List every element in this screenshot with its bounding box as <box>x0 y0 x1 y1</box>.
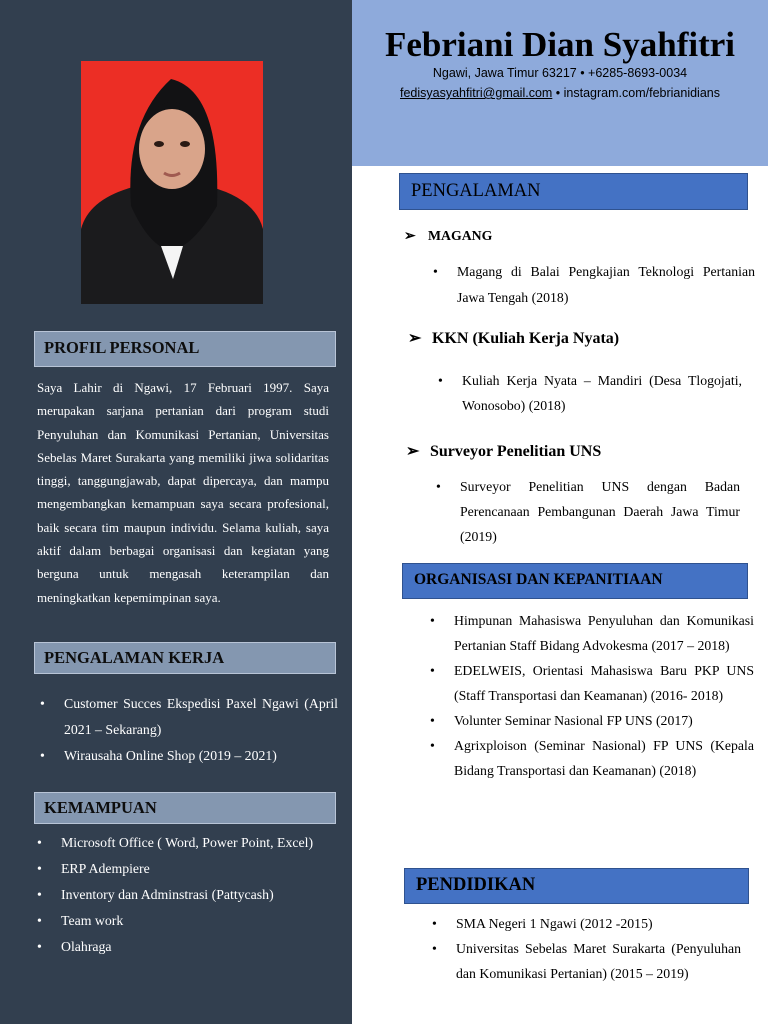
list-item: • ERP Adempiere <box>34 856 335 882</box>
list-item: • Customer Succes Ekspedisi Paxel Ngawi (April 2021 – Sekarang) <box>37 691 338 743</box>
list-item: • Universitas Sebelas Maret Surakarta (Penyuluhan dan Komunikasi Pertanian) (2015 – 2019) <box>430 936 741 986</box>
list-item: • Himpunan Mahasiswa Penyuluhan dan Komunikasi Pertanian Staff Bidang Advokesma (2017 – 2018) <box>428 608 754 658</box>
header <box>352 0 768 166</box>
profile-section-label: PROFIL PERSONAL <box>34 331 336 367</box>
experience-heading-surveyor: ➢ Surveyor Penelitian UNS <box>406 443 602 460</box>
list-item: • EDELWEIS, Orientasi Mahasiswa Baru PKP UNS (Staff Transportasi dan Keamanan) (2016- 2018) <box>428 658 754 708</box>
work-section-label: PENGALAMAN KERJA <box>34 642 336 674</box>
sidebar <box>0 0 352 1024</box>
list-item: • Surveyor Penelitian UNS dengan Badan Perencanaan Pembangunan Daerah Jawa Timur (2019) <box>434 474 740 549</box>
list-item: • Team work <box>34 908 335 934</box>
profile-text: Saya Lahir di Ngawi, 17 Februari 1997. Saya merupakan sarjana pertanian dari program studi Penyuluhan dan Komunikasi Pertanian, Universitas Sebelas Maret Surakarta yang memiliki jiwa solidaritas tinggi, tanggungjawab, dapat dipercaya, dan mampu mengembangkan kemampuan saya secara profesional, baik secara tim maupun individu. Selama kuliah, saya aktif dalam berbagai organisasi dan kegiatan yang berguna untuk mengasah keterampilan dan meningkatkan kepemimpinan saya. <box>37 380 329 605</box>
person-portrait-icon <box>81 61 263 304</box>
list-item: • Inventory dan Adminstrasi (Pattycash) <box>34 882 335 908</box>
experience-heading-kkn: ➢ KKN (Kuliah Kerja Nyata) <box>408 330 620 347</box>
skills-section-label: KEMAMPUAN <box>34 792 336 824</box>
list-item: • Agrixploison (Seminar Nasional) FP UNS (Kepala Bidang Transportasi dan Keamanan) (2018) <box>428 733 754 783</box>
skills-list <box>34 830 335 960</box>
list-item: • Wirausaha Online Shop (2019 – 2021) <box>37 743 338 769</box>
list-item: • Volunter Seminar Nasional FP UNS (2017) <box>428 708 754 733</box>
experience-list-surveyor <box>434 474 740 549</box>
profile-photo <box>81 61 263 304</box>
person-name: Febriani Dian Syahfitri <box>384 25 736 64</box>
arrow-icon: ➢ <box>406 443 420 460</box>
list-item: • Microsoft Office ( Word, Power Point, Excel) <box>34 830 335 856</box>
list-item: • Kuliah Kerja Nyata – Mandiri (Desa Tlogojati, Wonosobo) (2018) <box>436 368 742 418</box>
work-list <box>37 691 338 769</box>
education-section-label: PENDIDIKAN <box>404 868 749 904</box>
experience-list-kkn <box>436 368 742 418</box>
list-item: • Olahraga <box>34 934 335 960</box>
organization-section-label: ORGANISASI DAN KEPANITIAAN <box>402 563 748 599</box>
contact-location-phone: Ngawi, Jawa Timur 63217 • +6285-8693-0034 <box>432 66 688 80</box>
list-item: • SMA Negeri 1 Ngawi (2012 -2015) <box>430 911 741 936</box>
arrow-icon: ➢ <box>408 330 422 347</box>
instagram-link[interactable]: • instagram.com/febrianidians <box>552 86 720 100</box>
experience-list-magang <box>431 259 755 311</box>
experience-section-label: PENGALAMAN <box>399 173 748 210</box>
list-item: • Magang di Balai Pengkajian Teknologi Pertanian Jawa Tengah (2018) <box>431 259 755 311</box>
email-link[interactable]: fedisyasyahfitri@gmail.com <box>400 86 553 100</box>
experience-heading-magang: ➢ MAGANG <box>404 228 493 243</box>
organization-list <box>428 608 754 783</box>
contact-links <box>352 86 768 100</box>
arrow-icon: ➢ <box>404 228 416 243</box>
education-list <box>430 911 741 986</box>
